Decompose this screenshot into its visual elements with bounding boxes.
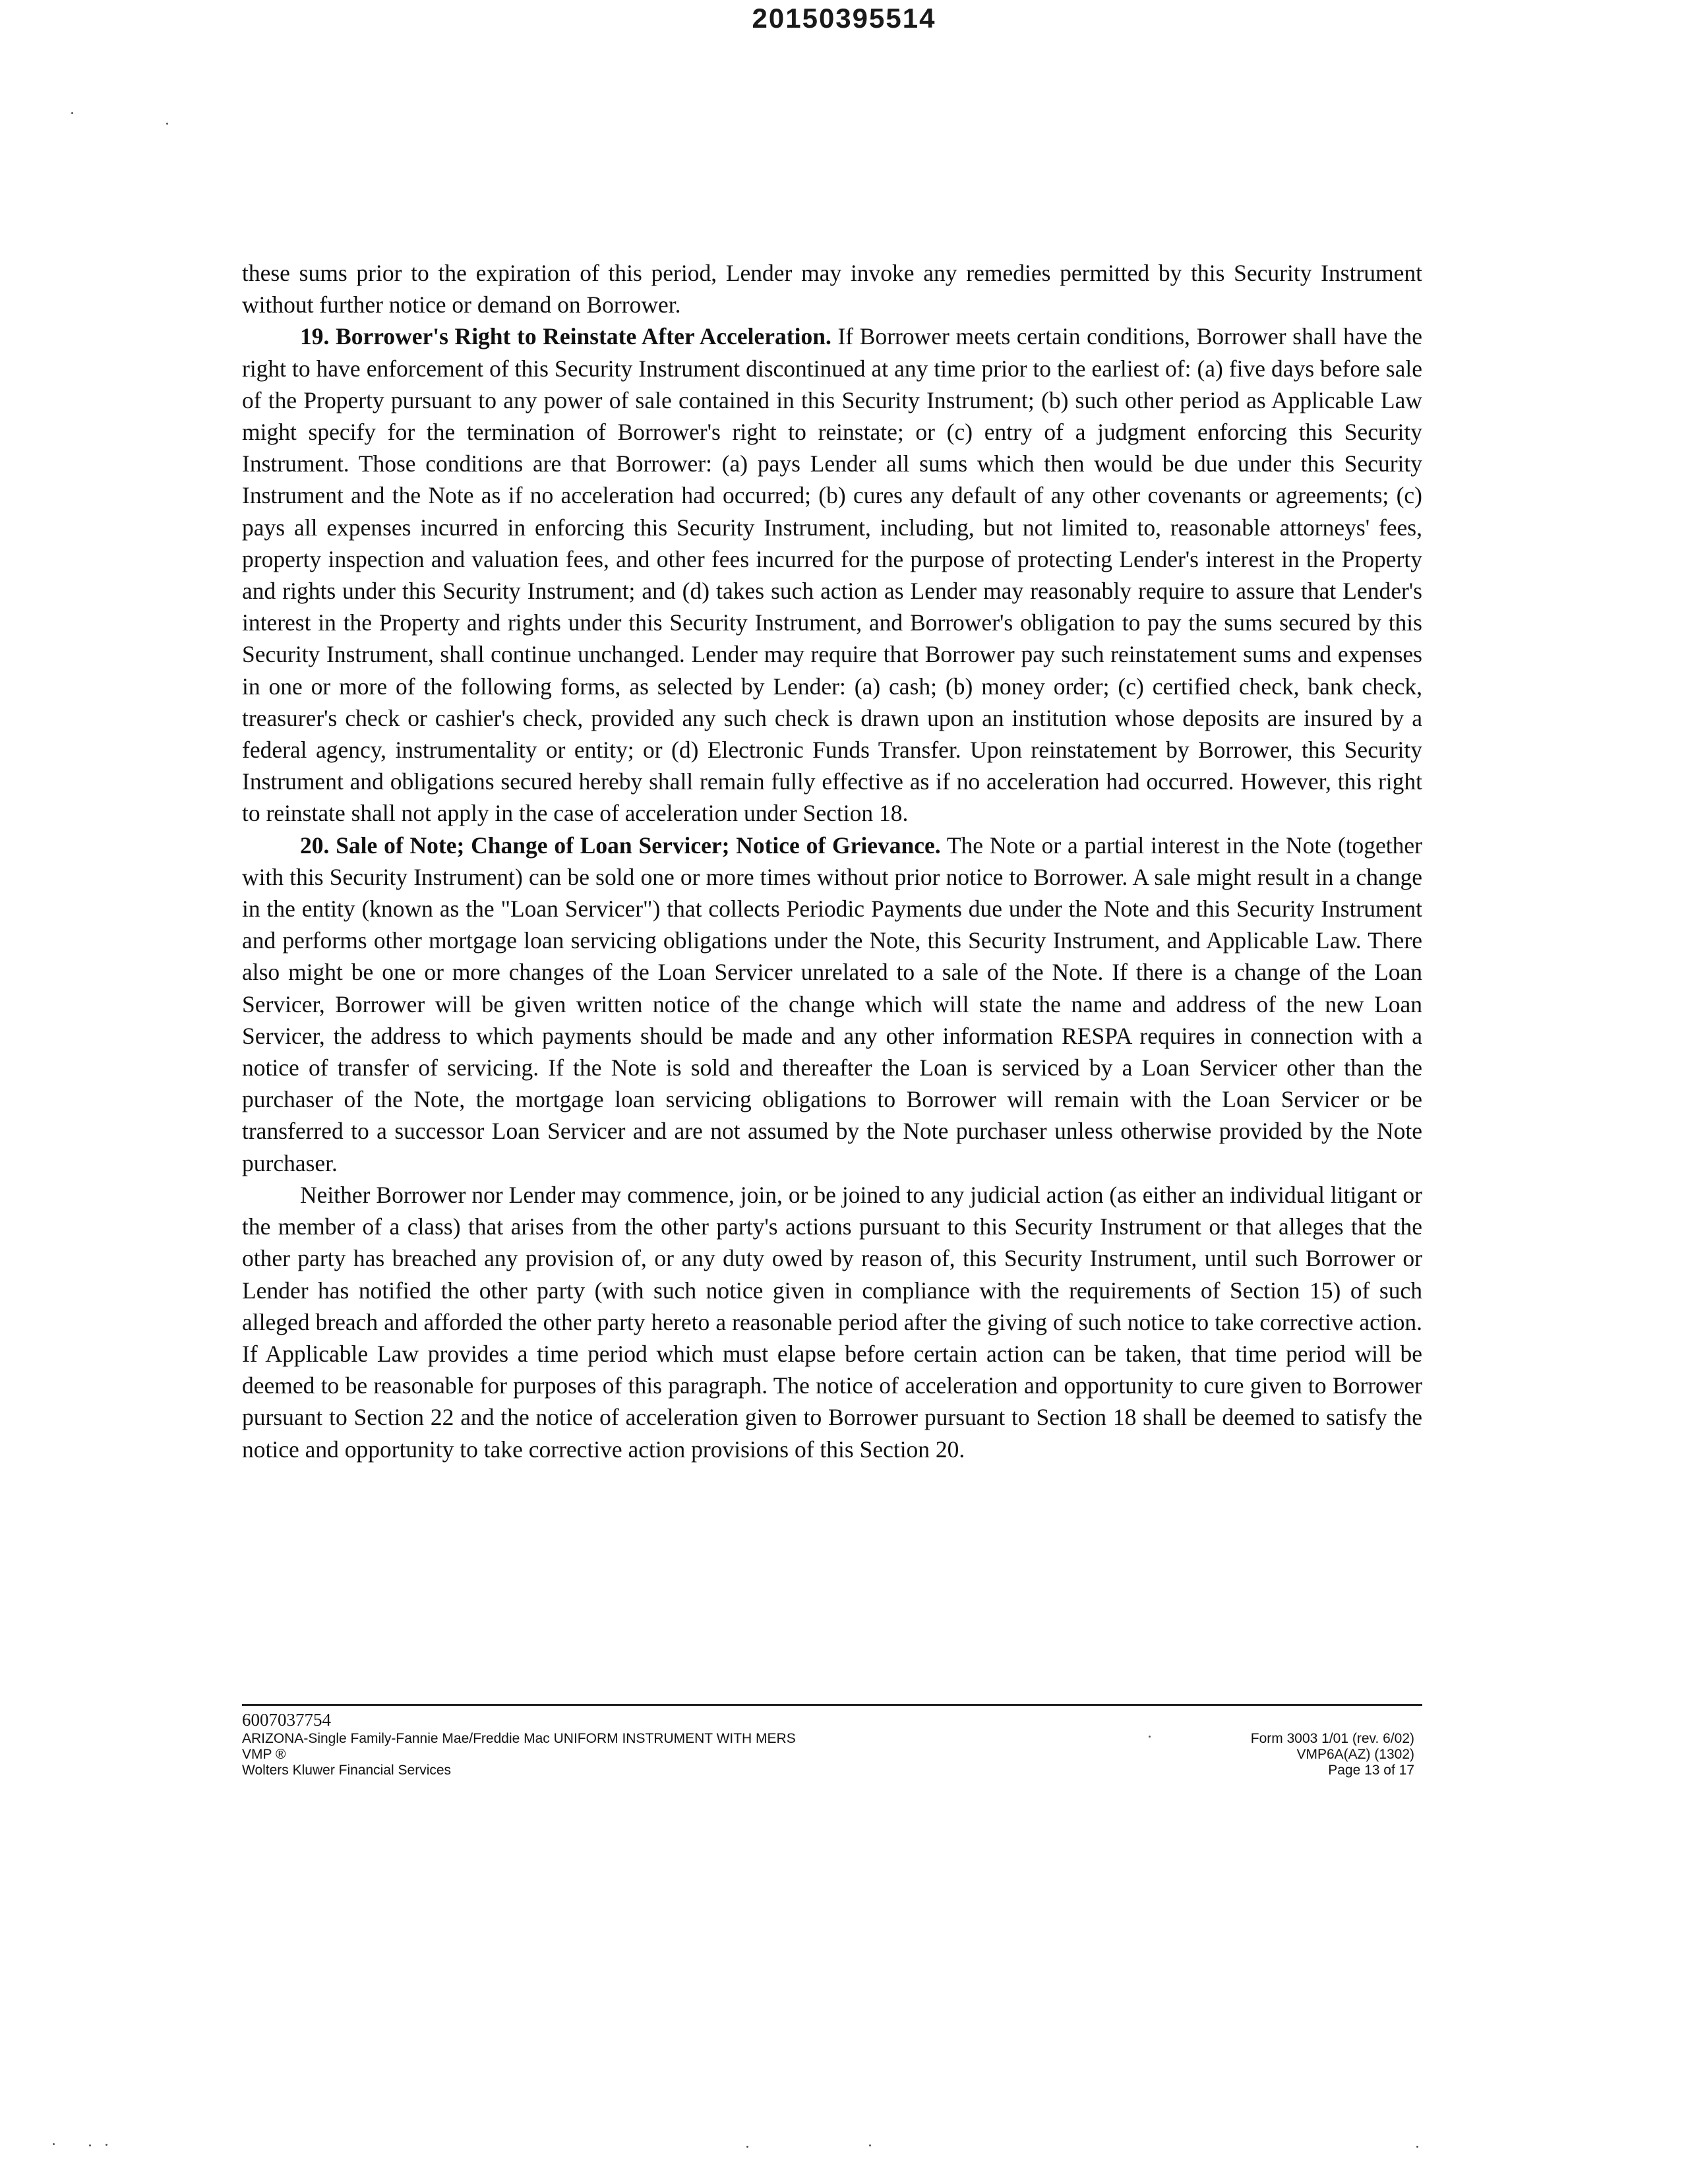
section-20-text: The Note or a partial interest in the Note (together with this Security Instrument) can be sold one or more times without prior notice to Borrower. A sale might result in a change in the entity (known as the "Loan Servicer") that collects Periodic Payments due under the Note and this Security Instrument and performs other mortgage loan servicing obligations under the Note, this Security Instrument, and Applicable Law. There also might be one or more changes of the Loan Servicer unrelated to a sale of the Note. If there is a change of the Loan Servicer, Borrower will be given written notice of the change which will state the name and address of the new Loan Servicer, the address to which payments should be made and any other information RESPA requires in connection with a notice of transfer of servicing. If the Note is sold and thereafter the Loan is serviced by a Loan Servicer other than the purchaser of the Note, the mortgage loan servicing obligations to Borrower will remain with the Loan Servicer or be transferred to a successor Loan Servicer and are not assumed by the Note purchaser unless otherwise provided by the Note purchaser. [242, 832, 1423, 1176]
footer-left-block [242, 1731, 796, 1778]
footer-right-block [1251, 1731, 1414, 1778]
page-footer [242, 1704, 1422, 1778]
document-number: 20150395514 [752, 3, 936, 34]
scan-speck [71, 112, 73, 114]
section-19-heading: 19. Borrower's Right to Reinstate After Acceleration. [300, 323, 831, 350]
form-title: ARIZONA-Single Family-Fannie Mae/Freddie Mac UNIFORM INSTRUMENT WITH MERS [242, 1731, 796, 1746]
scan-speck [106, 2144, 107, 2146]
publisher: Wolters Kluwer Financial Services [242, 1763, 452, 1778]
section-20 [242, 830, 1422, 1179]
scan-speck [1149, 1736, 1151, 1738]
paragraph-continuation: these sums prior to the expiration of this period, Lender may invoke any remedies permitted by this Security Instrument without further notice or demand on Borrower. [242, 260, 1422, 318]
section-19-text: If Borrower meets certain conditions, Borrower shall have the right to have enforcement of this Security Instrument discontinued at any time prior to the earliest of: (a) five days before sale of the Property pursuant to any power of sale contained in this Security Instrument; (b) such other period as Applicable Law might specify for the termination of Borrower's right to reinstate; or (c) entry of a judgment enforcing this Security Instrument. Those conditions are that Borrower: (a) pays Lender all sums which then would be due under this Security Instrument and the Note as if no acceleration had occurred; (b) cures any default of any other covenants or agreements; (c) pays all expenses incurred in enforcing this Security Instrument, including, but not limited to, reasonable attorneys' fees, property inspection and valuation fees, and other fees incurred for the purpose of protecting Lender's interest in the Property and rights under this Security Instrument; and (d) takes such action as Lender may reasonably require to assure that Lender's interest in the Property and rights under this Security Instrument, and Borrower's obligation to pay the sums secured by this Security Instrument, shall continue unchanged. Lender may require that Borrower pay such reinstatement sums and expenses in one or more of the following forms, as selected by Lender: (a) cash; (b) money order; (c) certified check, bank check, treasurer's check or cashier's check, provided any such check is drawn upon an institution whose deposits are insured by a federal agency, instrumentality or entity; or (d) Electronic Funds Transfer. Upon reinstatement by Borrower, this Security Instrument and obligations secured hereby shall remain fully effective as if no acceleration had occurred. However, this right to reinstate shall not apply in the case of acceleration under Section 18. [242, 323, 1422, 827]
paragraph-grievance: Neither Borrower nor Lender may commence, join, or be joined to any judicial action (as either an individual litigant or the member of a class) that arises from the other party's actions pursuant to this Security Instrument or that alleges that the other party has breached any provision of, or any duty owed by reason of, this Security Instrument, until such Borrower or Lender has notified the other party (with such notice given in compliance with the requirements of Section 15) of such alleged breach and afforded the other party hereto a reasonable period after the giving of such notice to take corrective action. If Applicable Law provides a time period which must elapse before certain action can be taken, that time period will be deemed to be reasonable for purposes of this paragraph. The notice of acceleration and opportunity to cure given to Borrower pursuant to Section 22 and the notice of acceleration given to Borrower pursuant to Section 18 shall be deemed to satisfy the notice and opportunity to take corrective action provisions of this Section 20. [242, 1181, 1422, 1463]
footer-divider [242, 1704, 1422, 1706]
scan-speck [53, 2143, 55, 2145]
page-number: Page 13 of 17 [1328, 1763, 1414, 1778]
section-19 [242, 320, 1422, 829]
document-body [242, 257, 1422, 1465]
vmp-code: VMP6A(AZ) (1302) [1296, 1747, 1414, 1762]
form-number: Form 3003 1/01 (rev. 6/02) [1250, 1731, 1414, 1746]
vmp-mark: VMP ® [242, 1747, 286, 1762]
scan-speck [1416, 2146, 1418, 2148]
scan-speck [746, 2146, 748, 2148]
scan-speck [166, 123, 168, 125]
loan-number: 6007037754 [242, 1710, 331, 1730]
scan-speck [89, 2144, 91, 2146]
section-20-heading: 20. Sale of Note; Change of Loan Servicer; Notice of Grievance. [300, 832, 941, 859]
scan-speck [869, 2144, 871, 2146]
